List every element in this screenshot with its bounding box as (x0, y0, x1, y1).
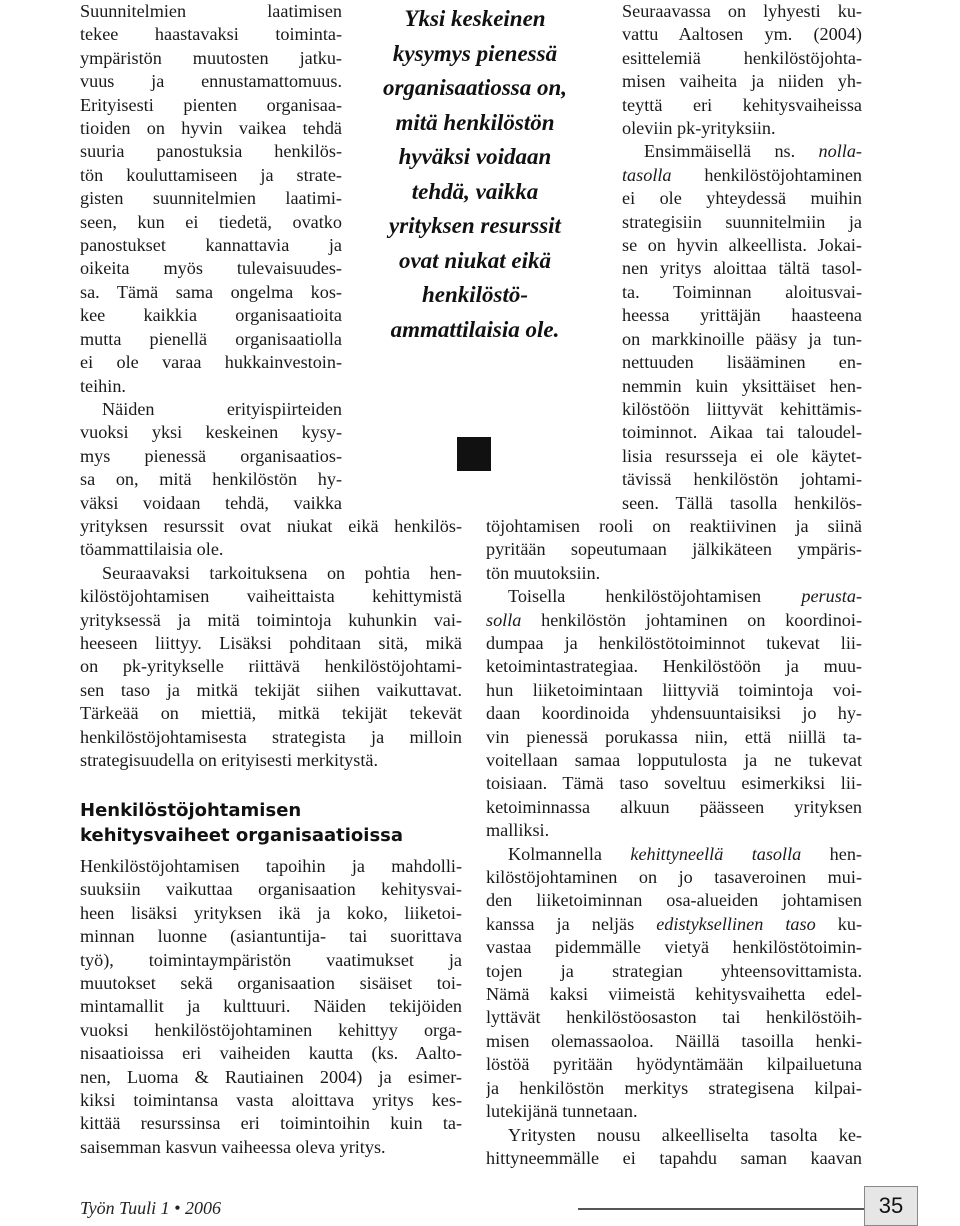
pull-quote-line: mitä henkilöstön (395, 109, 555, 135)
text-line: henkilöstöjohtamisesta strategista ja milloin (80, 726, 462, 747)
right-paragraphs-wide (486, 515, 862, 1170)
text-line (622, 164, 862, 187)
text-line: sen taso ja mitkä tekijät siihen vaikuttavat. (80, 679, 462, 700)
text-line: pyritään sopeutumaan jälkikäteen ympäris- (486, 539, 862, 560)
text-line: Suunnitelmien laatimisen (80, 1, 342, 21)
page-number: 35 (864, 1186, 918, 1226)
heading-line-2: kehitysvaiheet organisaatioissa (80, 825, 404, 846)
pull-quote-line: hyväksi voidaan (398, 144, 552, 169)
text-line: seen, kun ei tiedetä, ovatko (80, 211, 342, 232)
text-line: ketoimintastrategiaa. Henkilöstöön ja muu- (486, 656, 862, 677)
emphasis-text: edistyksellinen taso (656, 913, 816, 934)
text-line: lisia resursseja ei ole käytet- (622, 445, 862, 466)
text-line: heessa yrittäjän haasteena (622, 305, 862, 326)
text-line: mintamallit ja kulttuuri. Näiden tekijöiden (80, 996, 462, 1017)
right-column (486, 0, 862, 1170)
publication-footer: Työn Tuuli 1 • 2006 (80, 1198, 221, 1218)
text-run: Toisella henkilöstöjohtamisen (508, 586, 802, 607)
left-paragraphs-wide (80, 515, 462, 772)
pull-quote-line: Yksi keskeinen (404, 6, 546, 31)
footer-rule (578, 1208, 864, 1210)
text-line: yrityksessä ja mitä toimintoja kuhunkin vai- (80, 609, 462, 630)
text-line: teihin. (80, 375, 126, 396)
text-line: mys pienessä organisaatios- (80, 445, 342, 466)
text-line: ta. Toiminnan aloitusvai- (622, 281, 862, 302)
text-line: tön muutoksiin. (486, 562, 601, 583)
text-line (622, 140, 862, 163)
text-line: Seuraavassa on lyhyesti ku- (622, 1, 862, 21)
text-line: toiminnot. Aikaa tai taloudel- (622, 422, 862, 443)
text-line: kilöstöjohtaminen on jo tasaveroinen mui- (486, 867, 862, 888)
text-line: kiksi toimintansa vasta aloittava yritys kes- (80, 1090, 462, 1111)
text-line: vuoksi yksi keskeinen kysy- (80, 422, 342, 443)
text-line (486, 843, 862, 866)
right-paragraphs-top (622, 0, 862, 515)
text-line: gisten suunnitelmien laatimi- (80, 188, 342, 209)
text-line: ketoiminnassa alkuun päässeen yrityksen (486, 796, 862, 817)
text-line: nisaatioissa eri vaiheiden kautta (ks. Aalto- (80, 1043, 462, 1064)
pull-quote-line: kysymys pienessä (392, 40, 558, 66)
text-line: tekee haastavaksi toiminta- (80, 24, 342, 45)
text-line: Seuraavaksi tarkoituksena on pohtia hen- (102, 562, 462, 583)
text-line: misen vaiheita ja niiden yh- (622, 71, 862, 92)
text-line: sa on, mitä henkilöstön hy- (80, 469, 342, 490)
text-line: Näiden erityispiirteiden (102, 398, 342, 419)
text-line (486, 609, 862, 632)
section-heading (80, 798, 480, 848)
left-paragraphs-top (80, 0, 342, 515)
left-column (80, 0, 476, 772)
pull-quote-line: ammattilaisia ole. (390, 316, 560, 342)
text-line: mutta pienellä organisaatiolla (80, 328, 342, 349)
text-line: työ), toimintaympäristön vaatimukset ja (80, 949, 462, 970)
text-line: lutekijänä tunnetaan. (486, 1101, 638, 1122)
text-line: on pk-yritykselle riittävä henkilöstöjohtami- (80, 656, 462, 677)
text-line: Erityisesti pienten organisaa- (80, 94, 342, 115)
text-line: suuria panostuksia henkilös- (80, 141, 342, 162)
text-line: heen lisäksi yrityksen ikä ja koko, liiketoi- (80, 902, 462, 923)
text-line: seen. Tällä tasolla henkilös- (622, 492, 862, 513)
emphasis-text: nolla- (818, 141, 862, 162)
text-line: saisemman kasvun vaiheessa oleva yritys. (80, 1136, 386, 1157)
text-line: misen olemassaoloa. Näillä tasoilla henki- (486, 1030, 862, 1051)
text-line: nen yritys aloittaa tältä tasol- (622, 258, 862, 279)
text-line: Henkilöstöjohtamisen tapoihin ja mahdolli- (80, 856, 462, 876)
text-line: lyttävät henkilöstöosaston tai henkilöstöih- (486, 1007, 862, 1028)
text-line: kilöstöön liittyvät kehittämis- (622, 398, 862, 419)
pull-quote-line: yrityksen resurssit (389, 213, 561, 238)
left-paragraphs-bottom (80, 855, 462, 1159)
emphasis-text: tasolla (622, 164, 672, 185)
text-run: kanssa ja neljäs (486, 913, 657, 934)
text-line: voitellaan samaa lopputulosta ja ne tukevat (486, 750, 862, 770)
text-line: vastaa pidemmälle vietyä henkilöstötoimin- (486, 937, 862, 958)
text-line: vuoksi henkilöstöjohtaminen kehittyy orga- (80, 1019, 462, 1040)
text-line: kee kaikkia organisaatioita (80, 305, 342, 326)
text-line: muutokset sekä organisaation sisäiset toi- (80, 973, 462, 994)
text-line: yrityksen resurssit ovat niukat eikä henkilös- (80, 515, 462, 536)
text-line: nettuuden lisääminen en- (622, 352, 862, 373)
text-line: Nämä kaksi viimeistä kehitysvaihetta edel- (486, 984, 862, 1005)
text-line: toisiaan. Tämä taso soveltuu esimerkiksi lii- (486, 773, 862, 794)
text-line: töammattilaisia ole. (80, 539, 224, 560)
text-line: oikeita myös tulevaisuudes- (80, 258, 342, 279)
text-line: nen, Luoma & Rautiainen 2004) ja esimer- (80, 1066, 462, 1087)
pull-quote-line: tehdä, vaikka (411, 178, 539, 204)
pull-quote-line: henkilöstö- (421, 282, 529, 307)
text-line: daan koordinoida yhdensuuntaisiksi jo hy- (486, 703, 862, 724)
text-line: oleviin pk-yrityksiin. (622, 118, 776, 139)
text-run: hen- (801, 843, 862, 864)
text-line: dumpaa ja henkilöstötoiminnot tukevat lii- (486, 632, 862, 653)
text-line: sa. Tämä sama ongelma kos- (80, 281, 342, 302)
text-line: kittää resurssinsa eri toimintoihin kuin ta- (80, 1113, 462, 1134)
text-line (486, 913, 862, 936)
text-line: ja henkilöstön merkitys strategisena kilpai- (486, 1077, 862, 1098)
text-line: töjohtamisen rooli on reaktiivinen ja siinä (486, 515, 862, 536)
text-line: se on hyvin alkeellista. Jokai- (622, 235, 862, 256)
heading-line-1: Henkilöstöjohtamisen (80, 800, 302, 821)
text-line: tioiden on hyvin vaikea tehdä (80, 118, 342, 139)
text-run: Kolmannella (508, 843, 631, 864)
text-line: nemmin kuin yksittäiset hen- (622, 375, 862, 396)
text-line: tojen ja strategian yhteensovittamista. (486, 960, 862, 981)
pull-quote-line: organisaatiossa on, (382, 75, 568, 100)
text-line: tön kouluttamiseen ja strate- (80, 164, 342, 185)
emphasis-text: kehittyneellä tasolla (630, 843, 802, 864)
text-run: henkilöstöjohtaminen (671, 164, 862, 185)
text-line: den liiketoiminnan osa-alueiden johtamisen (486, 890, 862, 911)
text-line: heeseen liittyy. Lisäksi pohditaan sitä, mikä (80, 632, 462, 653)
text-line: esittelemiä henkilöstöjohta- (622, 47, 862, 68)
text-line: on markkinoille pääsy ja tun- (622, 328, 862, 349)
emphasis-text: solla (486, 609, 522, 630)
text-line (486, 585, 862, 608)
text-line: malliksi. (486, 820, 550, 841)
text-line: Yritysten nousu alkeelliselta tasolta ke- (508, 1124, 862, 1145)
text-line: ei ole yhteydessä muihin (622, 188, 862, 209)
text-line: kilöstöjohtamisen vaiheittaista kehittymistä (80, 586, 462, 607)
text-run: henkilöstön johtaminen on koordinoi- (521, 609, 862, 630)
pull-quote-line: ovat niukat eikä (398, 247, 552, 273)
text-line: teyttä eri kehitysvaiheissa (622, 94, 862, 115)
text-run: ku- (815, 913, 862, 934)
text-line: minnan luonne (asiantuntija- tai suorittava (80, 926, 462, 947)
text-line: hun liiketoimintaan liittyviä toimintoja voi- (486, 679, 862, 700)
text-line: panostukset kannattavia ja (80, 235, 342, 256)
emphasis-text: perusta- (801, 586, 862, 607)
text-line: vattu Aaltosen ym. (2004) (622, 24, 862, 45)
text-line: väksi voidaan tehdä, vaikka (80, 492, 342, 513)
text-line: vuus ja ennustamattomuus. (80, 71, 342, 92)
text-line: Tärkeää on miettiä, mitkä tekijät tekevät (80, 703, 462, 724)
text-line: hittyneemmälle ei tapahdu saman kaavan (486, 1147, 862, 1168)
text-line: suuksiin vaikuttaa organisaation kehitysvai- (80, 879, 462, 900)
text-line: vin pienessä porukassa niin, että niillä ta- (486, 726, 862, 747)
text-line: strategisiin suunnitelmiin ja (622, 211, 862, 232)
text-run: Ensimmäisellä ns. (644, 141, 819, 162)
text-line: ympäristön muutosten jatku- (80, 47, 342, 68)
text-line: ei ole varaa hukkainvestoin- (80, 352, 342, 373)
text-line: tävissä henkilöstön johtami- (622, 469, 862, 490)
text-line: strategisuudella on erityisesti merkitystä. (80, 750, 379, 770)
text-line: löstöä pyritään hyödyntämään kilpailuetuna (486, 1054, 862, 1075)
